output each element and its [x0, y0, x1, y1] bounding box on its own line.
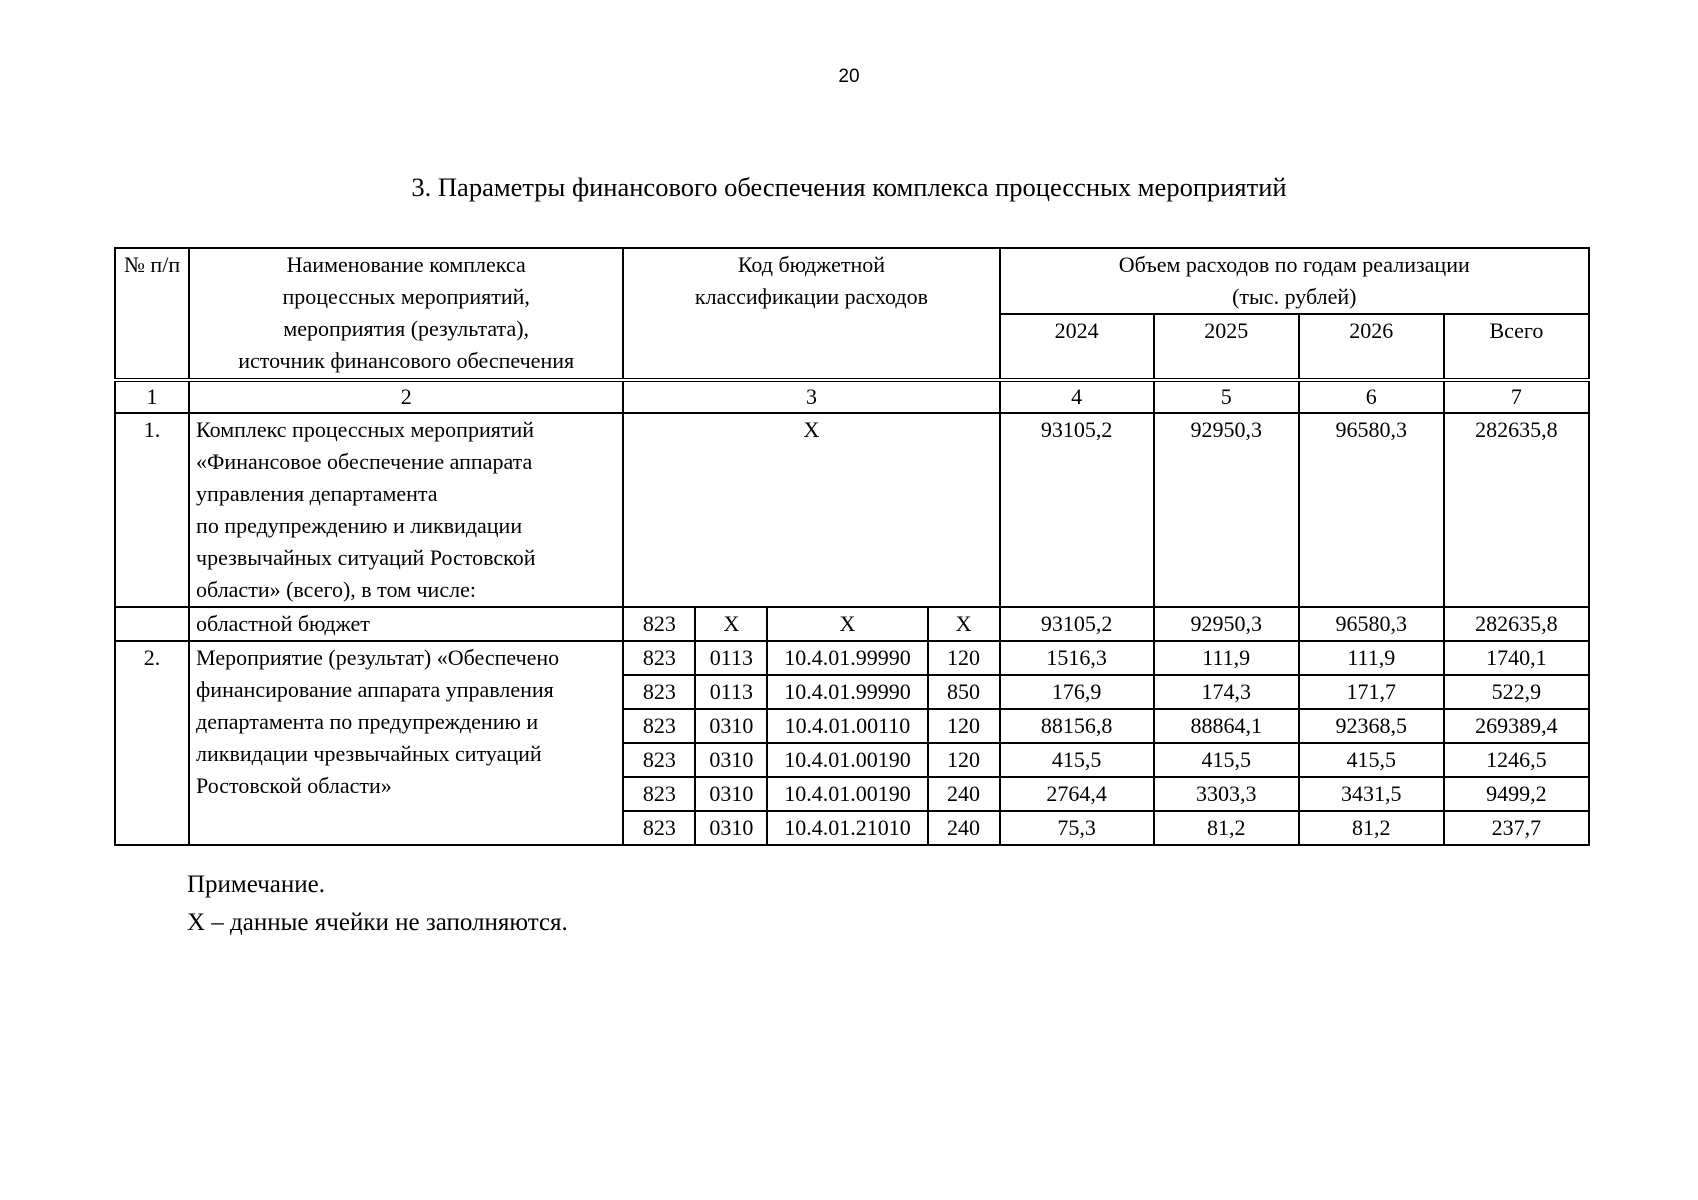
- header-expenses: Объем расходов по годам реализации (тыс. рублей): [1000, 248, 1589, 314]
- code-cell: 120: [928, 709, 1000, 743]
- table-row: [115, 413, 1589, 607]
- code-cell: 850: [928, 675, 1000, 709]
- page-number: 20: [838, 66, 860, 87]
- value-cell: 415,5: [1000, 743, 1154, 777]
- code-cell: 10.4.01.00190: [767, 743, 927, 777]
- value-cell: 81,2: [1154, 811, 1299, 845]
- column-number: 5: [1154, 380, 1299, 413]
- code-cell: 10.4.01.99990: [767, 675, 927, 709]
- row-name: Комплекс процессных мероприятий «Финансовое обеспечение аппарата управления департамента по предупреждению и ликвидации чрезвычайных ситуаций Ростовской области» (всего), в том числе:: [189, 413, 623, 607]
- column-number: 3: [623, 380, 999, 413]
- value-cell: 9499,2: [1444, 777, 1589, 811]
- row-number: 2.: [115, 641, 189, 845]
- code-cell: 823: [623, 709, 695, 743]
- value-cell: 415,5: [1154, 743, 1299, 777]
- code-cell: 823: [623, 607, 695, 641]
- value-cell: 176,9: [1000, 675, 1154, 709]
- value-cell: 2764,4: [1000, 777, 1154, 811]
- code-cell: 10.4.01.00190: [767, 777, 927, 811]
- table-row: [115, 641, 1589, 675]
- row-number: 1.: [115, 413, 189, 607]
- financial-parameters-table: [114, 247, 1590, 846]
- code-cell: 10.4.01.99990: [767, 641, 927, 675]
- value-cell: 92950,3: [1154, 413, 1299, 607]
- column-number: 2: [189, 380, 623, 413]
- value-cell: 522,9: [1444, 675, 1589, 709]
- header-year-2025: 2025: [1154, 314, 1299, 380]
- code-cell: 823: [623, 777, 695, 811]
- code-cell: 10.4.01.21010: [767, 811, 927, 845]
- column-number: 6: [1299, 380, 1444, 413]
- header-year-2024: 2024: [1000, 314, 1154, 380]
- value-cell: 96580,3: [1299, 607, 1444, 641]
- value-cell: 88864,1: [1154, 709, 1299, 743]
- empty-cell: [115, 607, 189, 641]
- value-cell: 171,7: [1299, 675, 1444, 709]
- value-cell: 1516,3: [1000, 641, 1154, 675]
- column-number: 1: [115, 380, 189, 413]
- value-cell: 3303,3: [1154, 777, 1299, 811]
- code-cell: 0310: [695, 743, 767, 777]
- row-name: областной бюджет: [189, 607, 623, 641]
- value-cell: 174,3: [1154, 675, 1299, 709]
- value-cell: 92368,5: [1299, 709, 1444, 743]
- header-year-2026: 2026: [1299, 314, 1444, 380]
- table-row: [115, 607, 1589, 641]
- value-cell: 282635,8: [1444, 607, 1589, 641]
- code-cell: 823: [623, 743, 695, 777]
- code-cell: X: [767, 607, 927, 641]
- value-cell: 282635,8: [1444, 413, 1589, 607]
- code-cell: 120: [928, 743, 1000, 777]
- value-cell: 269389,4: [1444, 709, 1589, 743]
- header-row: [115, 248, 1589, 314]
- value-cell: 93105,2: [1000, 413, 1154, 607]
- column-number: 4: [1000, 380, 1154, 413]
- code-cell: 0113: [695, 675, 767, 709]
- header-budget-code: Код бюджетной классификации расходов: [623, 248, 999, 380]
- value-cell: 75,3: [1000, 811, 1154, 845]
- value-cell: 111,9: [1299, 641, 1444, 675]
- section-title: 3. Параметры финансового обеспечения комплекса процессных мероприятий: [411, 172, 1287, 202]
- header-name: Наименование комплекса процессных мероприятий, мероприятия (результата), источник финансового обеспечения: [189, 248, 623, 380]
- value-cell: 3431,5: [1299, 777, 1444, 811]
- code-cell: 0310: [695, 777, 767, 811]
- code-cell: 240: [928, 811, 1000, 845]
- code-cell: 10.4.01.00110: [767, 709, 927, 743]
- code-cell: X: [695, 607, 767, 641]
- code-cell: 0310: [695, 811, 767, 845]
- code-cell: 120: [928, 641, 1000, 675]
- value-cell: 88156,8: [1000, 709, 1154, 743]
- code-cell: 823: [623, 675, 695, 709]
- budget-code-cell: X: [623, 413, 999, 607]
- column-numbers-row: [115, 380, 1589, 413]
- value-cell: 415,5: [1299, 743, 1444, 777]
- value-cell: 1246,5: [1444, 743, 1589, 777]
- note-text: X – данные ячейки не заполняются.: [187, 909, 568, 936]
- code-cell: 823: [623, 811, 695, 845]
- code-cell: 0113: [695, 641, 767, 675]
- note: [187, 866, 568, 942]
- row-name: Мероприятие (результат) «Обеспечено финансирование аппарата управления департамента по предупреждению и ликвидации чрезвычайных ситуаций Ростовской области»: [189, 641, 623, 845]
- code-cell: 0310: [695, 709, 767, 743]
- code-cell: 240: [928, 777, 1000, 811]
- value-cell: 81,2: [1299, 811, 1444, 845]
- value-cell: 111,9: [1154, 641, 1299, 675]
- code-cell: X: [928, 607, 1000, 641]
- value-cell: 1740,1: [1444, 641, 1589, 675]
- value-cell: 92950,3: [1154, 607, 1299, 641]
- note-heading: Примечание.: [187, 871, 326, 898]
- value-cell: 93105,2: [1000, 607, 1154, 641]
- column-number: 7: [1444, 380, 1589, 413]
- value-cell: 237,7: [1444, 811, 1589, 845]
- header-year-total: Всего: [1444, 314, 1589, 380]
- value-cell: 96580,3: [1299, 413, 1444, 607]
- header-number: № п/п: [115, 248, 189, 380]
- code-cell: 823: [623, 641, 695, 675]
